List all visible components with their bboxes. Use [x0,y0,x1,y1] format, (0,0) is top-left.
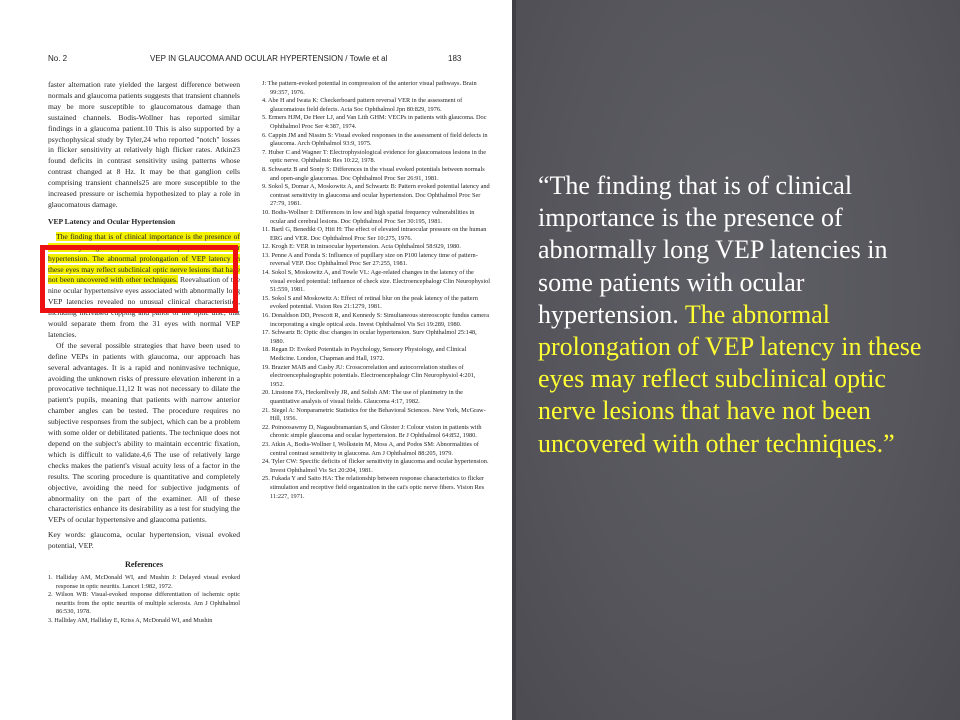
reference-item: 14. Sokol S, Moskowitz A, and Towle VL: Age-related changes in the latency of the visual evoked potential: influence of check size. Electroencephalogr Clin Neurophysiol 51:559, 1981. [262,269,490,294]
quote-part-normal: “The finding that is of clinical importance is the presence of abnormally long VEP latencies in some patients with ocular hypertension. [538,171,888,329]
reference-item: 9. Sokol S, Domar A, Moskowitz A, and Schwartz B: Pattern evoked potential latency and contrast sensitivity in glaucoma and ocular hypertension. Doc Ophthalmol Proc Ser 27:79, 1981. [262,183,490,208]
red-annotation-box [40,245,238,313]
reference-item: 5. Ermers HJM, De Heer LJ, and Van Lith GHM: VECPs in patients with glaucoma. Doc Ophthalmol Proc Ser 4:387, 1974. [262,114,487,130]
reference-item: 13. Penne A and Fonda S: Influence of pupillary size on P100 latency time of pattern-reversal VEP. Doc Ophthalmol Proc Ser 27:255, 1981. [262,251,478,268]
reference-item: 12. Krogh E: VER in intraocular hypertension. Acta Ophthalmol 58:929, 1980. [262,243,461,251]
page-journal-number: No. 2 [48,54,68,63]
left-text-column [48,80,240,626]
reference-item: 1. Halliday AM, McDonald WI, and Mushin J: Delayed visual evoked response in optic neuritis. Lancet 1:982, 1972. [48,573,240,590]
reference-item: 16. Donaldson DD, Prescott R, and Kennedy S: Simultaneous stereoscopic fundus camera incorporating a single optical axis. Invest Ophthalmol Vis Sci 19:289, 1980. [262,312,489,328]
panel-divider [512,0,516,720]
reference-item: 11. Bartl G, Benedikt O, Hiti H: The effect of elevated intraocular pressure on the human ERG and VER. Doc Ophthalmol Proc Ser 10:275, 1976. [262,226,487,242]
reference-item: 17. Schwartz B: Optic disc changes in ocular hypertension. Surv Ophthalmol 25:148, 1980. [262,329,477,345]
quote-part-highlighted: The abnormal prolongation of VEP latency in these eyes may reflect subclinical optic nerve lesions that have not been uncovered with other techniques.” [538,299,922,458]
reference-item: 23. Atkin A, Bodis-Wollner I, Wolkstein M, Moss A, and Podos SM: Abnormalities of central contrast sensitivity in glaucoma. Am J Ophthalmol 88:205, 1979. [262,440,479,457]
reference-item: 10. Bodis-Wollner I: Differences in low and high spatial frequency vulnerabilities in ocular and cerebral lesions. Doc Ophthalmol Proc Ser 30:195, 1981. [262,208,475,225]
page-running-title: VEP IN GLAUCOMA AND OCULAR HYPERTENSION / Towle et al [150,54,388,63]
reference-item: 8. Schwartz B and Sonty S: Differences in the visual evoked potentials between normals and open-angle glaucomas. Doc Ophthalmol Proc Ser 26:91, 1981. [262,165,485,182]
reference-item: 18. Regan D: Evoked Potentials in Psychology, Sensory Physiology, and Clinical Medicine. London, Chapman and Hall, 1972. [262,346,467,362]
page-number: 183 [448,54,462,63]
reference-item: 21. Siegel A: Nonparametric Statistics for the Behavioral Sciences. New York, McGraw-Hill, 1956. [262,406,486,423]
reference-item: 24. Tyler CW: Specific deficits of flicker sensitivity in glaucoma and ocular hypertension. Invest Ophthalmol Vis Sci 20:204, 1981. [262,458,489,474]
reference-item: 20. Linstone FA, Heckenlively JR, and Solish AM: The use of planimetry in the quantitative analysis of visual fields. Glaucoma 4:17, 1982. [262,389,463,405]
reference-item: 6. Cappin JM and Nissim S: Visual evoked responses in the assessment of field defects in glaucoma. Arch Ophthalmol 93:9, 1975. [262,131,488,148]
reference-item: 19. Brazier MAB and Casby JU: Crosscorrelation and autocorrelation studies of electroencephalographic potentials. Electroencephalogr Clin Neurophysiol 4:201, 1952. [262,363,476,388]
right-references-column [262,80,490,501]
key-words: Key words: glaucoma, ocular hypertension, visual evoked potential, VEP. [48,530,240,551]
reference-item: 25. Fukada Y and Saito HA: The relationship between response characteristics to flicker stimulation and receptive field organization in the cat's optic nerve fibers. Vision Res 11:227, 1971. [262,475,485,500]
reference-item: 15. Sokol S and Moskowitz A: Effect of retinal blur on the peak latency of the pattern evoked potential. Vision Res 21:1279, 1981. [262,294,478,311]
reference-item: 7. Huber C and Wagner T: Electrophysiological evidence for glaucomatous lesions in the optic nerve. Ophthalmic Res 10:22, 1978. [262,148,487,165]
highlighted-finding-text: The finding that is of clinical importance is the presence of abnormally long VEP latencies in some patients with ocular hypertension. The abnormal prolongation of VEP latency in these eyes may reflect subclinical optic nerve lesions that have not been uncovered with other techniques. [48,231,240,285]
references-heading: References [124,560,164,570]
reference-item: 2. Wilson WB: Visual-evoked response differentiation of ischemic optic neuritis from the optic neuritis of multiple sclerosis. Am J Ophthalmol 86:530, 1978. [48,591,240,616]
reference-item: 3. Halliday AM, Halliday E, Kriss A, McDonald WI, and Mushin [48,616,213,624]
reference-item: 22. Poinoosawmy D, Nagasubramanian S, and Gloster J: Colour vision in patients with chronic simple glaucoma and ocular hypertension. Br J Ophthalmol 64:852, 1980. [262,423,482,440]
quote-text [538,170,938,460]
paragraph-vep-latency-rest: Reevaluation of the nine ocular hypertensive eyes associated with abnormally long VEP latencies revealed no unusual clinical characteristics, including increased cupping and pallor of the optic disc, that would separate them from the 31 eyes with normal VEP latencies. [48,275,240,339]
reference-item: 4. Abe H and Iwata K: Checkerboard pattern reversal VER in the assessment of glaucomatous field defects. Acta Soc Ophthalmol Jpn 80:829, 1976. [262,97,463,113]
section-heading: VEP Latency and Ocular Hypertension [48,216,176,226]
reference-item: J: The pattern-evoked potential in compression of the anterior visual pathways. Brain 99:357, 1976. [262,80,477,96]
paragraph-strategies: Of the several possible strategies that have been used to define VEPs in patients with glaucoma, our approach has several advantages. It is a rapid and noninvasive technique, avoiding the unknown risks of pressure elevation inherent in a provocative technique.11,12 It was not necessary to dilate the patient's pupils, meaning that patients with narrow anterior chamber angles can be tested. The procedure requires no subjective responses from the subject, which can be a problem with some older or debilitated patients. The technique does not depend on the subject's ability to maintain eccentric fixation, which is difficult to validate.4,6 The use of relatively large checks makes the patient's visual acuity less of a factor in the results. The scoring procedure is quantitative and completely objective, avoiding the need for subjective judgments of abnormality on the part of the examiner. All of these characteristics enhance its desirability as a test for studying the VEPs of ocular hypertensive and glaucoma patients. [48,340,240,525]
paragraph-transient-channels: faster alternation rate yielded the largest difference between normals and glaucoma patients suggests that transient channels may be more susceptible to glaucomatous damage than sustained channels. Bodis-Wollner has reported similar findings in a glaucoma patient.10 This is also supported by a psychophysical study by Tyler,24 who reported "notch" losses in flicker sensitivity at relatively high flicker rates. Atkin23 found deficits in contrast sensitivity using patterns whose contrast changed at 8 Hz. It may be that ganglion cells comprising transient channels25 are more susceptible to the increased pressure or ischemia hypothesized to play a role in glaucomatous damage. [48,80,240,209]
